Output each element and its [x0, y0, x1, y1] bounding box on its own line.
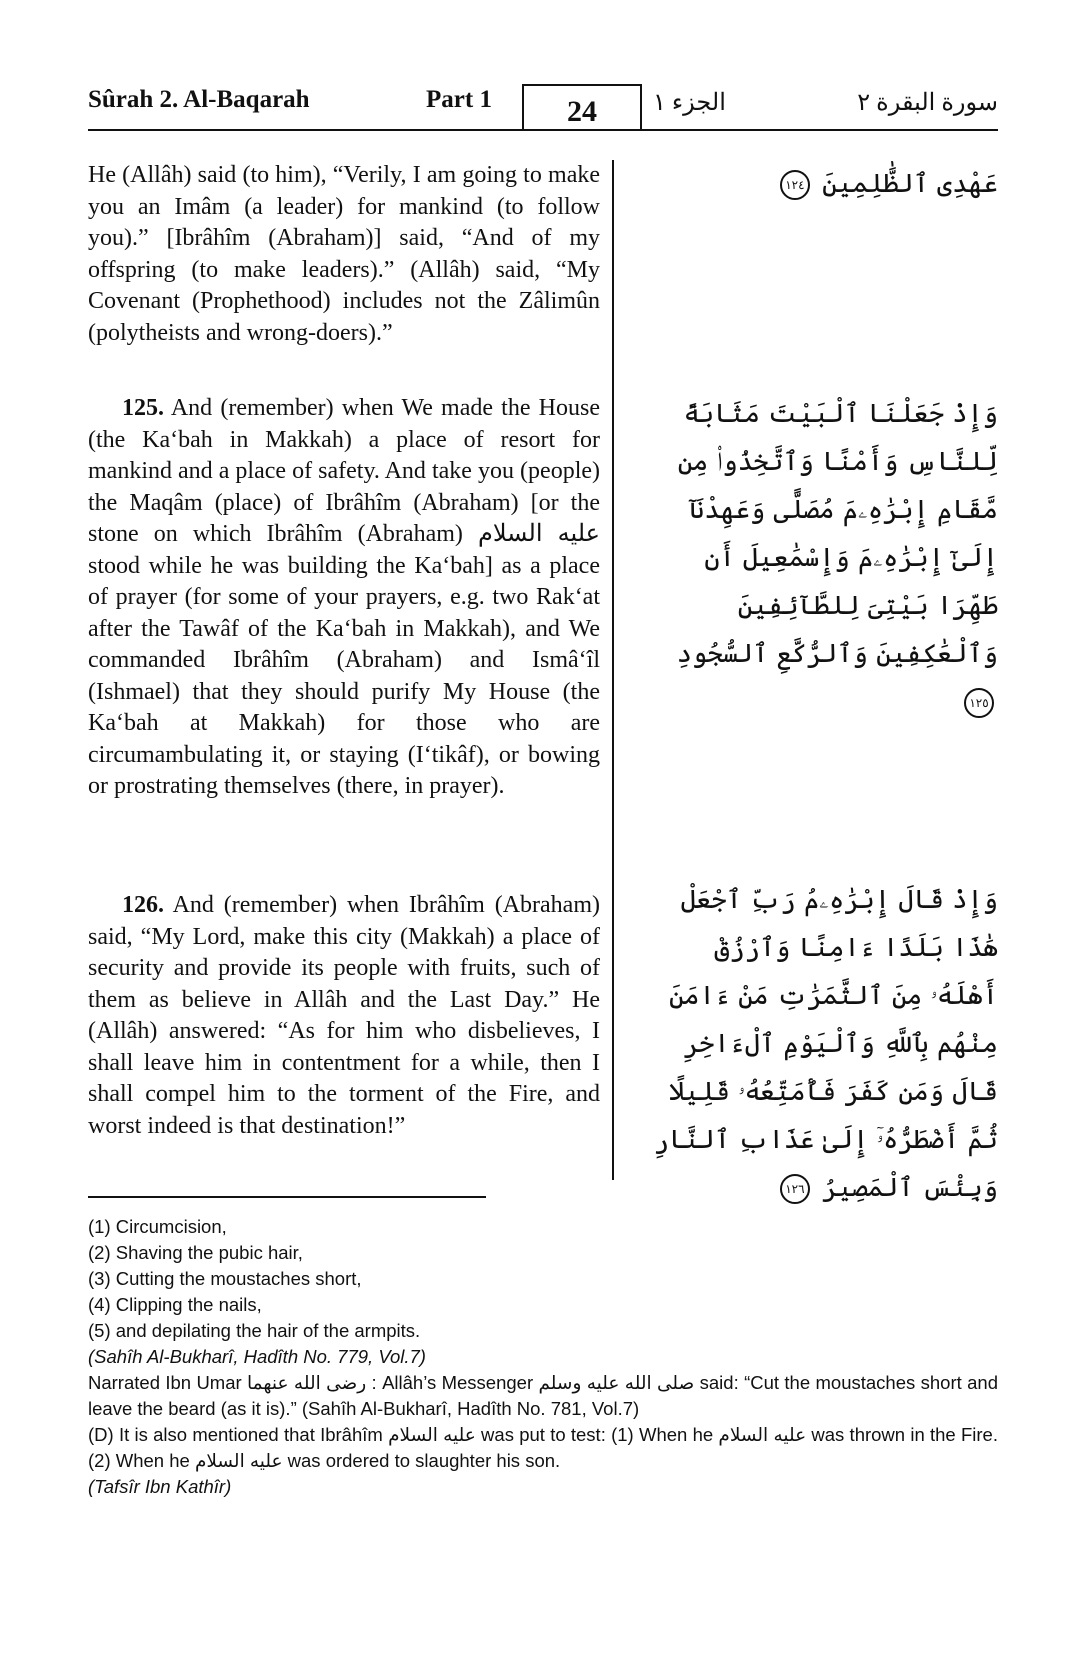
verse-124-translation: He (Allâh) said (to him), “Verily, I am going to make you an Imâm (a leader) for mankind (to follow you).” [Ibrâhîm (Abraham)] said, “And of my offspring (to make leaders).” (Allâh) said, “My Covenant (Prophethood) includes not the Zâlimûn (polytheists and wrong-doers).” — [88, 162, 600, 346]
footnote-3: (3) Cutting the moustaches short, — [88, 1268, 362, 1289]
arabic-verse-126 — [648, 876, 998, 1212]
arabic-verse-125 — [648, 390, 998, 726]
verse-125-translation — [88, 393, 600, 803]
arabic-verse-124 — [648, 160, 998, 208]
arabic-surah-title: سورة البقرة ٢ — [857, 90, 998, 116]
arabic-juz-label: الجزء ١ — [653, 90, 726, 116]
footnote-1: (1) Circumcision, — [88, 1216, 227, 1237]
footnote-source-1: (Sahîh Al-Bukharî, Hadîth No. 779, Vol.7) — [88, 1346, 426, 1367]
ayah-number-124: ١٢٤ — [780, 170, 810, 200]
footnotes — [88, 1214, 998, 1500]
footnote-source-2: (Tafsîr Ibn Kathîr) — [88, 1476, 232, 1497]
footnote-2: (2) Shaving the pubic hair, — [88, 1242, 303, 1263]
verse-125-text: And (remember) when We made the House (the Ka‘bah in Makkah) a place of resort for mankind and a place of safety. And take you (people) the Maqâm (place) of Ibrâhîm (Abraham) [or the stone on which Ibrâhîm (Abraham) عليه السلام stood while he was building the Ka‘bah] as a place of prayer (for some of your prayers, e.g. two Rak‘at after the Tawâf of the Ka‘bah in Makkah), and We commanded Ibrâhîm (Abraham) and Ismâ‘îl (Ishmael) that they should purify My House (the Ka‘bah at Makkah) for those who are circumambulating it, or staying (I‘tikâf), or bowing or prostrating themselves (there, in prayer). — [88, 395, 600, 799]
footnote-4: (4) Clipping the nails, — [88, 1294, 262, 1315]
column-divider — [612, 160, 614, 1180]
footnote-5: (5) and depilating the hair of the armpits. — [88, 1320, 421, 1341]
part-label: Part 1 — [426, 86, 492, 113]
verse-126-number: 126. — [122, 892, 164, 918]
page-number: 24 — [522, 84, 642, 130]
verse-126-text: And (remember) when Ibrâhîm (Abraham) said, “My Lord, make this city (Makkah) a place of security and provide its people with fruits, such of them as believe in Allâh and the Last Day.” He (Allâh) answered: “As for him who disbelieves, I shall leave him in contentment for a while, then I shall compel him to the torment of the Fire, and worst indeed is that destination!” — [88, 892, 600, 1139]
header-rule — [88, 129, 998, 131]
footnote-d-note: (D) It is also mentioned that Ibrâhîm عليه السلام was put to test: (1) When he عليه السلام was thrown in the Fire. (2) When he عليه السلام was ordered to slaughter his son. — [88, 1424, 998, 1471]
page-header — [88, 84, 998, 130]
verse-126-translation — [88, 890, 600, 1142]
footnote-rule — [88, 1196, 486, 1198]
arabic-verse-125-text: وَإِذْ جَعَلْنَا ٱلْبَيْتَ مَثَابَةً لِّلنَّاسِ وَأَمْنًا وَٱتَّخِذُوا۟ مِن مَّقَامِ إِبْرَٰهِۦمَ مُصَلًّى وَعَهِدْنَآ إِلَىٰٓ إِبْرَٰهِۦمَ وَإِسْمَٰعِيلَ أَن طَهِّرَا بَيْتِىَ لِلطَّآئِفِينَ وَٱلْعَٰكِفِينَ وَٱلرُّكَّعِ ٱلسُّجُودِ — [676, 399, 998, 669]
surah-title: Sûrah 2. Al-Baqarah — [88, 86, 310, 113]
ayah-number-126: ١٢٦ — [780, 1174, 810, 1204]
ayah-number-125: ١٢٥ — [964, 688, 994, 718]
arabic-verse-124-text: عَهْدِى ٱلظَّٰلِمِينَ — [822, 169, 998, 199]
arabic-verse-126-text: وَإِذْ قَالَ إِبْرَٰهِۦمُ رَبِّ ٱجْعَلْ هَٰذَا بَلَدًا ءَامِنًا وَٱرْزُقْ أَهْلَهُۥ مِنَ ٱلثَّمَرَٰتِ مَنْ ءَامَنَ مِنْهُم بِٱللَّهِ وَٱلْيَوْمِ ٱلْءَاخِرِ قَالَ وَمَن كَفَرَ فَأُمَتِّعُهُۥ قَلِيلًا ثُمَّ أَضْطَرُّهُۥٓ إِلَىٰ عَذَابِ ٱلنَّارِ وَبِئْسَ ٱلْمَصِيرُ — [653, 885, 998, 1203]
verse-125-number: 125. — [122, 395, 164, 421]
footnote-narration: Narrated Ibn Umar رضى الله عنهما : Allâh’s Messenger صلى الله عليه وسلم said: “Cut the moustaches short and leave the beard (as it is).” (Sahîh Al-Bukharî, Hadîth No. 781, Vol.7) — [88, 1372, 998, 1419]
